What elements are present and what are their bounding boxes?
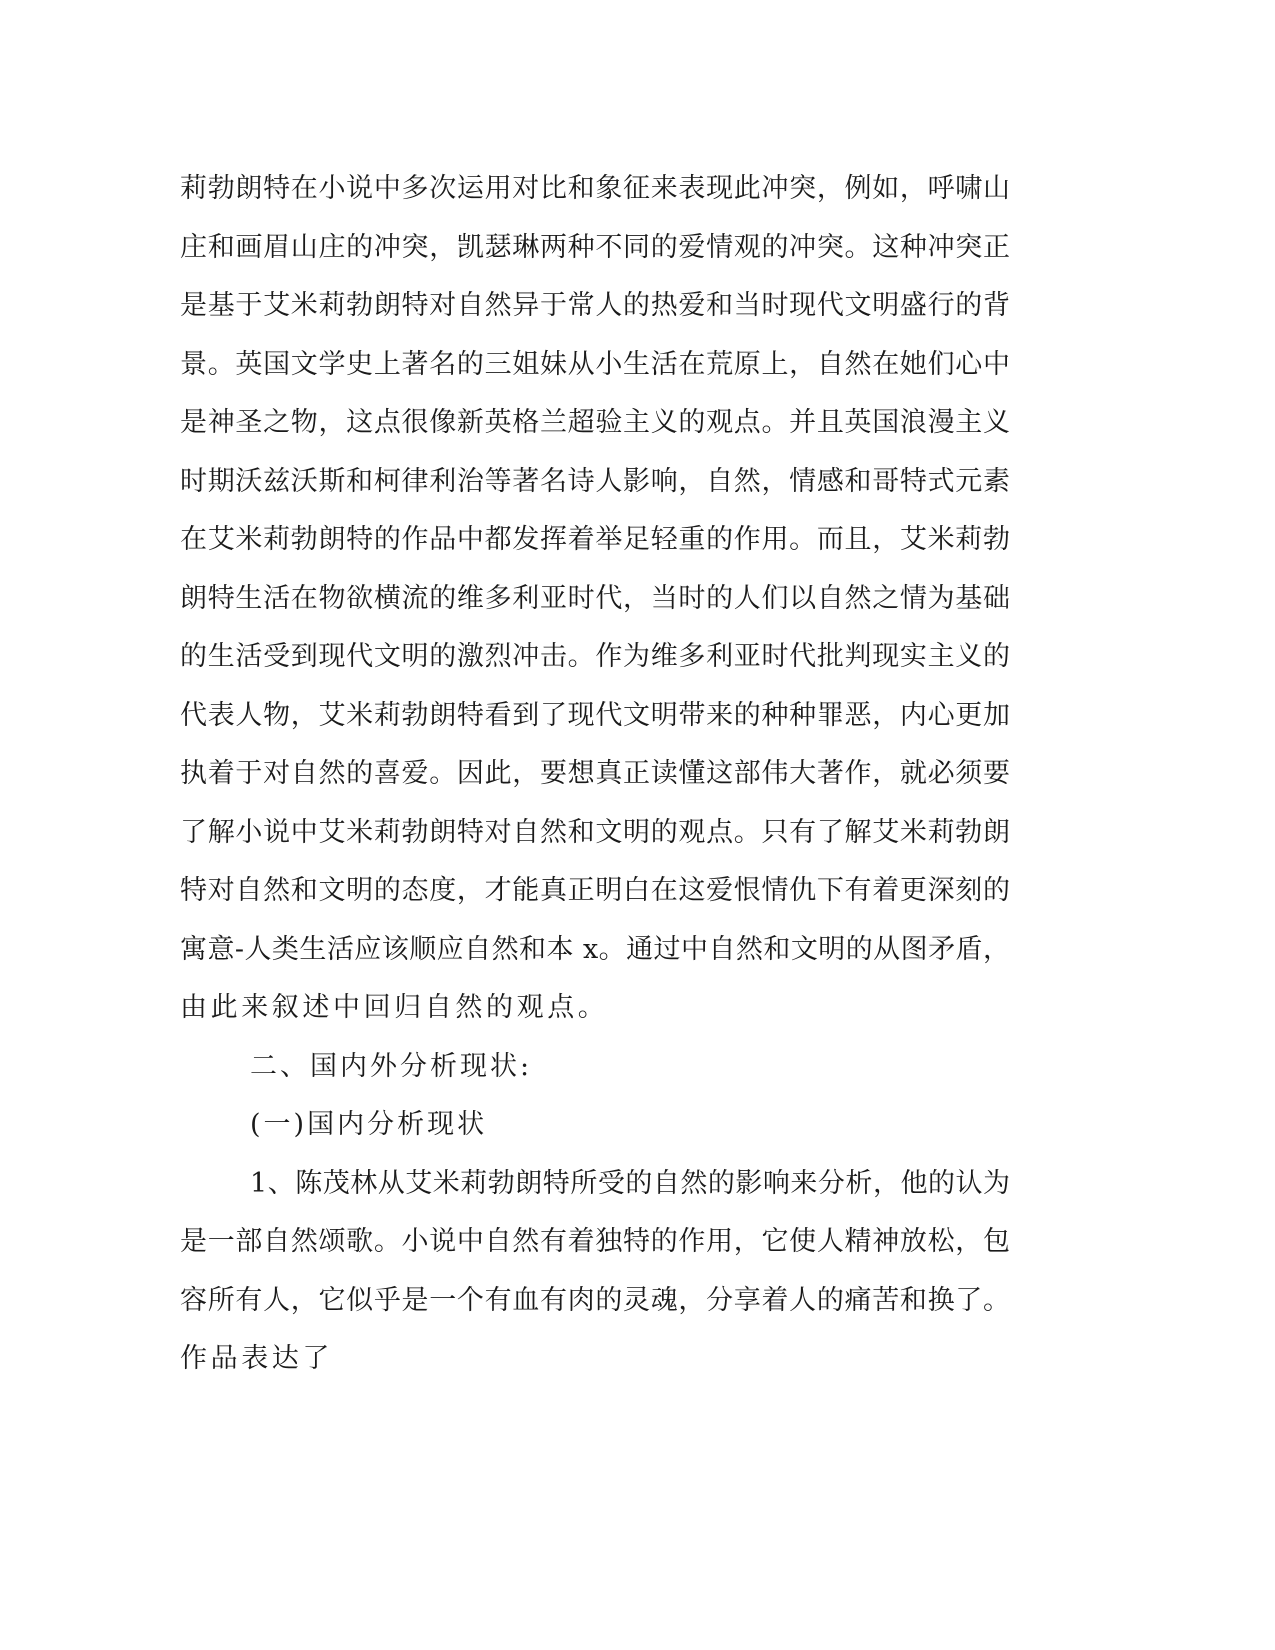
text-line: 代表人物，艾米莉勃朗特看到了现代文明带来的种种罪恶，内心更加 [180, 699, 1010, 731]
text-line: 是神圣之物，这点很像新英格兰超验主义的观点。并且英国浪漫主义 [180, 407, 1010, 438]
text-line: 的生活受到现代文明的激烈冲击。作为维多利亚时代批判现实主义的 [180, 641, 1010, 672]
subsection-heading: (一)国内分析现状 [250, 1109, 488, 1140]
text-line: 在艾米莉勃朗特的作品中都发挥着举足轻重的作用。而且，艾米莉勃 [180, 524, 1010, 555]
section-heading: 二、国内外分析现状: [250, 1050, 533, 1082]
text-line: 了解小说中艾米莉勃朗特对自然和文明的观点。只有了解艾米莉勃朗 [180, 816, 1010, 848]
paragraph-1 [180, 160, 1010, 1038]
text-line: 由此来叙述中回归自然的观点。 [180, 992, 609, 1023]
text-line-indented: 1、陈茂林从艾米莉勃朗特所受的自然的影响来分析，他的认为 [250, 1167, 1010, 1199]
text-line: 特对自然和文明的态度，才能真正明白在这爱恨情仇下有着更深刻的 [180, 875, 1010, 906]
text-line: 作品表达了 [180, 1343, 333, 1374]
text-line: 是基于艾米莉勃朗特对自然异于常人的热爱和当时现代文明盛行的背 [180, 290, 1010, 321]
text-line: 时期沃兹沃斯和柯律利治等著名诗人影响，自然，情感和哥特式元素 [180, 465, 1010, 497]
document-body [180, 160, 1010, 1389]
text-line: 寓意-人类生活应该顺应自然和本 x。通过中自然和文明的从图矛盾， [180, 933, 1010, 965]
text-line: 执着于对自然的喜爱。因此，要想真正读懂这部伟大著作，就必须要 [180, 758, 1010, 789]
text-line: 是一部自然颂歌。小说中自然有着独特的作用，它使人精神放松，包 [180, 1226, 1010, 1257]
text-line: 朗特生活在物欲横流的维多利亚时代，当时的人们以自然之情为基础 [180, 582, 1010, 614]
text-line: 庄和画眉山庄的冲突，凯瑟琳两种不同的爱情观的冲突。这种冲突正 [180, 231, 1010, 263]
paragraph-2 [180, 1155, 1010, 1389]
text-line: 莉勃朗特在小说中多次运用对比和象征来表现此冲突，例如，呼啸山 [180, 173, 1010, 204]
text-line: 景。英国文学史上著名的三姐妹从小生活在荒原上，自然在她们心中 [180, 348, 1010, 380]
text-line: 容所有人，它似乎是一个有血有肉的灵魂，分享着人的痛苦和换了。 [180, 1284, 1010, 1316]
